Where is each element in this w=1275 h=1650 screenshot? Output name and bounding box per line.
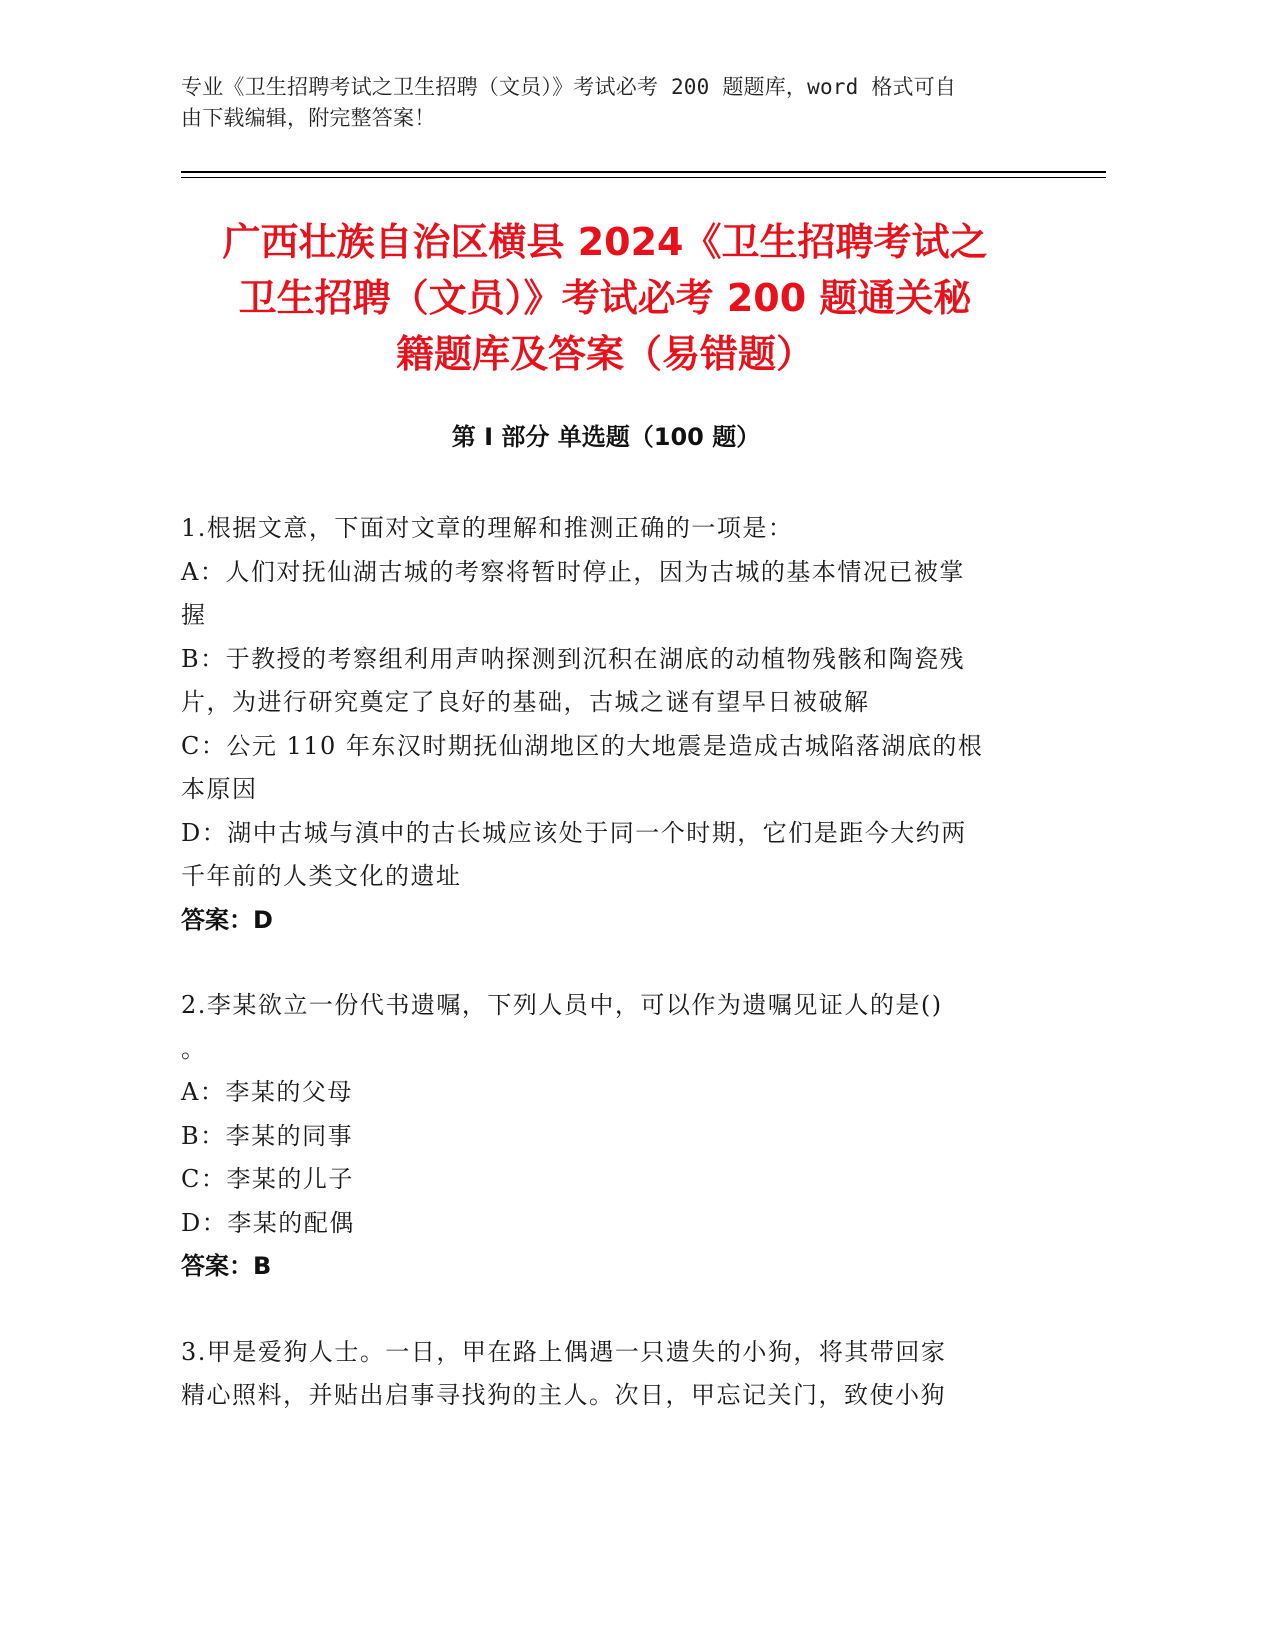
title-line: 卫生招聘（文员）》考试必考 200 题通关秘 — [238, 276, 972, 320]
option-b-cont: 片，为进行研究奠定了良好的基础，古城之谜有望早日被破解 — [181, 688, 870, 716]
option-d: D：湖中古城与滇中的古长城应该处于同一个时期，它们是距今大约两 — [181, 818, 967, 847]
option-d: D：李某的配偶 — [181, 1208, 355, 1237]
question-stem: 3.甲是爱狗人士。一日，甲在路上偶遇一只遗失的小狗，将其带回家 — [181, 1337, 947, 1366]
option-c: C：李某的儿子 — [181, 1165, 354, 1193]
intro-text — [181, 72, 1031, 134]
question-1 — [181, 507, 1031, 942]
option-b: B：于教授的考察组利用声呐探测到沉积在湖底的动植物残骸和陶瓷残 — [181, 644, 966, 673]
option-b: B：李某的同事 — [181, 1121, 354, 1150]
section-heading: 第 I 部分 单选题（100 题） — [451, 423, 761, 451]
option-c-cont: 本原因 — [181, 775, 258, 803]
question-list — [181, 507, 1031, 1460]
question-2 — [181, 984, 1031, 1289]
document-title — [170, 214, 1040, 382]
question-stem-cont: 。 — [181, 1034, 207, 1063]
question-stem-cont: 精心照料，并贴出启事寻找狗的主人。次日，甲忘记关门，致使小狗 — [181, 1381, 946, 1409]
option-c: C：公元 110 年东汉时期抚仙湖地区的大地震是造成古城陷落湖底的根 — [181, 731, 984, 760]
option-d-cont: 千年前的人类文化的遗址 — [181, 862, 462, 890]
title-line: 广西壮族自治区横县 2024《卫生招聘考试之 — [222, 220, 988, 264]
question-3 — [181, 1331, 1031, 1418]
option-a: A：李某的父母 — [181, 1078, 353, 1106]
question-stem: 1.根据文意，下面对文章的理解和推测正确的一项是： — [181, 514, 794, 542]
title-line: 籍题库及答案（易错题） — [395, 332, 814, 376]
intro-line: 专业《卫生招聘考试之卫生招聘（文员）》考试必考 200 题题库，word 格式可自 — [181, 75, 957, 99]
option-a: A：人们对抚仙湖古城的考察将暂时停止，因为古城的基本情况已被掌 — [181, 557, 965, 586]
question-stem: 2.李某欲立一份代书遗嘱，下列人员中，可以作为遗嘱见证人的是() — [181, 991, 943, 1019]
answer-label: 答案：D — [181, 905, 273, 934]
header-divider-thick — [181, 171, 1106, 173]
header-divider-thin — [181, 177, 1106, 178]
answer-label: 答案：B — [181, 1252, 272, 1280]
intro-line: 由下载编辑，附完整答案！ — [181, 106, 436, 130]
option-a-cont: 握 — [181, 601, 207, 629]
